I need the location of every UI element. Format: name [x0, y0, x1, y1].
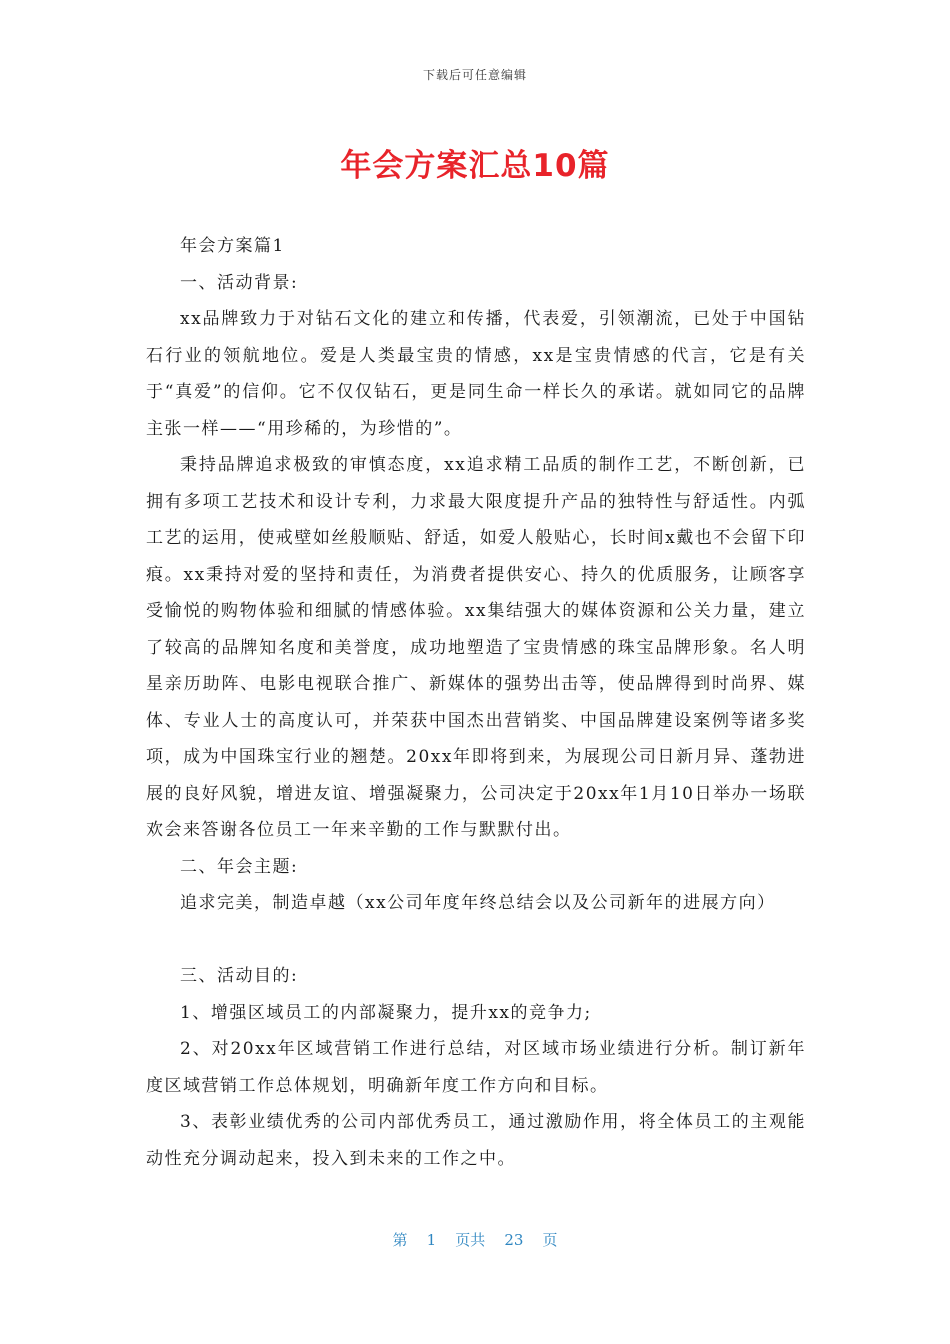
page-footer — [0, 1229, 950, 1250]
document-title: 年会方案汇总10篇 — [340, 148, 610, 184]
theme-text: 追求完美，制造卓越（xx公司年度年终总结会以及公司新年的进展方向） — [180, 893, 776, 913]
purpose-heading: 三、活动目的: — [180, 966, 299, 986]
background-paragraph-1: xx品牌致力于对钻石文化的建立和传播，代表爱，引领潮流，已处于中国钻石行业的领航地位。爱是人类最宝贵的情感，xx是宝贵情感的代言，它是有关于“真爱”的信仰。它不仅仅钻石，更是同生命一样长久的承诺。就如同它的品牌主张一样——“用珍稀的，为珍惜的”。 — [146, 309, 806, 439]
document-body — [146, 228, 806, 1177]
purpose-item-3: 3、表彰业绩优秀的公司内部优秀员工，通过激励作用，将全体员工的主观能动性充分调动起来，投入到未来的工作之中。 — [146, 1112, 806, 1169]
background-paragraph-2: 秉持品牌追求极致的审慎态度，xx追求精工品质的制作工艺，不断创新，已拥有多项工艺技术和设计专利，力求最大限度提升产品的独特性与舒适性。内弧工艺的运用，使戒壁如丝般顺贴、舒适，如爱人般贴心，长时间x戴也不会留下印痕。xx秉持对爱的坚持和责任，为消费者提供安心、持久的优质服务，让顾客享受愉悦的购物体验和细腻的情感体验。xx集结强大的媒体资源和公关力量，建立了较高的品牌知名度和美誉度，成功地塑造了宝贵情感的珠宝品牌形象。名人明星亲历助阵、电影电视联合推广、新媒体的强势出击等，使品牌得到时尚界、媒体、专业人士的高度认可，并荣获中国杰出营销奖、中国品牌建设案例等诸多奖项，成为中国珠宝行业的翘楚。20xx年即将到来，为展现公司日新月异、蓬勃进展的良好风貌，增进友谊、增强凝聚力，公司决定于20xx年1月10日举办一场联欢会来答谢各位员工一年来辛勤的工作与默默付出。 — [146, 455, 806, 840]
blank-line — [146, 922, 806, 959]
purpose-item-2: 2、对20xx年区域营销工作进行总结，对区域市场业绩进行分析。制订新年度区域营销工作总体规划，明确新年度工作方向和目标。 — [146, 1039, 806, 1096]
footer-page-middle: 页共 — [455, 1231, 486, 1249]
purpose-item-1: 1、增强区域员工的内部凝聚力，提升xx的竞争力; — [180, 1002, 592, 1023]
footer-current-page: 1 — [426, 1231, 437, 1249]
background-heading: 一、活动背景: — [180, 272, 299, 293]
footer-page-prefix: 第 — [392, 1231, 408, 1249]
theme-heading: 二、年会主题: — [180, 856, 299, 877]
header-note: 下载后可任意编辑 — [422, 68, 527, 82]
footer-total-pages: 23 — [504, 1231, 524, 1249]
section-title: 年会方案篇1 — [180, 236, 285, 256]
footer-page-suffix: 页 — [542, 1231, 558, 1249]
